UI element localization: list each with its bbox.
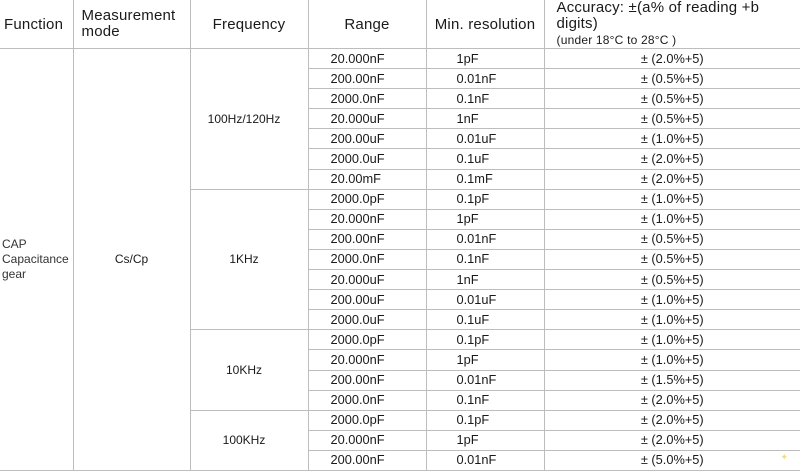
- header-accuracy-title: Accuracy: ±(a% of reading +b digits): [556, 0, 760, 32]
- watermark-icon: ✦: [780, 452, 788, 462]
- resolution-cell: 1pF: [426, 430, 544, 450]
- accuracy-cell: ± (2.0%+5): [544, 410, 800, 430]
- range-cell: 2000.0nF: [308, 249, 426, 269]
- range-cell: 200.00nF: [308, 370, 426, 390]
- resolution-cell: 0.1nF: [426, 249, 544, 269]
- accuracy-cell: ± (1.0%+5): [544, 350, 800, 370]
- header-frequency: Frequency: [190, 0, 308, 49]
- resolution-cell: 1nF: [426, 109, 544, 129]
- range-cell: 20.000nF: [308, 49, 426, 69]
- header-accuracy: [544, 0, 800, 49]
- measurement-mode-cell: Cs/Cp: [73, 49, 190, 471]
- range-cell: 200.00nF: [308, 450, 426, 470]
- range-cell: 20.000uF: [308, 109, 426, 129]
- accuracy-cell: ± (2.0%+5): [544, 49, 800, 69]
- accuracy-cell: ± (0.5%+5): [544, 249, 800, 269]
- range-cell: 2000.0nF: [308, 89, 426, 109]
- resolution-cell: 0.1uF: [426, 310, 544, 330]
- accuracy-cell: ± (1.0%+5): [544, 189, 800, 209]
- resolution-cell: 0.01nF: [426, 450, 544, 470]
- range-cell: 2000.0nF: [308, 390, 426, 410]
- resolution-cell: 0.01uF: [426, 290, 544, 310]
- resolution-cell: 0.1pF: [426, 410, 544, 430]
- accuracy-cell: ± (1.0%+5): [544, 310, 800, 330]
- accuracy-cell: ± (1.0%+5): [544, 290, 800, 310]
- range-cell: 2000.0pF: [308, 410, 426, 430]
- accuracy-cell: ± (1.0%+5): [544, 209, 800, 229]
- header-measurement-mode: Measurement mode: [73, 0, 190, 49]
- frequency-cell: 10KHz: [190, 330, 308, 410]
- resolution-cell: 0.01uF: [426, 129, 544, 149]
- accuracy-cell: ± (0.5%+5): [544, 109, 800, 129]
- resolution-cell: 0.1mF: [426, 169, 544, 189]
- resolution-cell: 0.1uF: [426, 149, 544, 169]
- accuracy-cell: ± (1.0%+5): [544, 330, 800, 350]
- accuracy-cell: ± (2.0%+5): [544, 430, 800, 450]
- frequency-cell: 100KHz: [190, 410, 308, 470]
- range-cell: 200.00uF: [308, 129, 426, 149]
- range-cell: 2000.0pF: [308, 330, 426, 350]
- resolution-cell: 0.01nF: [426, 370, 544, 390]
- resolution-cell: 0.1nF: [426, 89, 544, 109]
- accuracy-cell: ± (1.0%+5): [544, 129, 800, 149]
- resolution-cell: 1nF: [426, 270, 544, 290]
- range-cell: 2000.0uF: [308, 149, 426, 169]
- header-function: Function: [0, 0, 73, 49]
- accuracy-cell: ± (1.5%+5): [544, 370, 800, 390]
- frequency-cell: 1KHz: [190, 189, 308, 330]
- header-accuracy-note: (under 18°C to 28°C ): [556, 33, 677, 47]
- resolution-cell: 0.01nF: [426, 69, 544, 89]
- accuracy-cell: ± (2.0%+5): [544, 149, 800, 169]
- resolution-cell: 1pF: [426, 209, 544, 229]
- header-min-resolution: Min. resolution: [426, 0, 544, 49]
- range-cell: 20.00mF: [308, 169, 426, 189]
- accuracy-cell: ± (2.0%+5): [544, 390, 800, 410]
- resolution-cell: 0.1pF: [426, 189, 544, 209]
- accuracy-cell: ± (0.5%+5): [544, 69, 800, 89]
- resolution-cell: 0.1pF: [426, 330, 544, 350]
- table-body: [0, 49, 800, 471]
- range-cell: 200.00nF: [308, 69, 426, 89]
- range-cell: 20.000nF: [308, 350, 426, 370]
- accuracy-cell: ± (0.5%+5): [544, 89, 800, 109]
- range-cell: 200.00nF: [308, 229, 426, 249]
- accuracy-cell: ± (0.5%+5): [544, 229, 800, 249]
- range-cell: 20.000uF: [308, 270, 426, 290]
- accuracy-cell: ± (2.0%+5): [544, 169, 800, 189]
- frequency-cell: 100Hz/120Hz: [190, 49, 308, 190]
- header-row: [0, 0, 800, 49]
- accuracy-cell: ± (5.0%+5): [544, 450, 800, 470]
- accuracy-cell: ± (0.5%+5): [544, 270, 800, 290]
- function-cell: CAP Capacitance gear: [0, 49, 73, 471]
- range-cell: 200.00uF: [308, 290, 426, 310]
- range-cell: 2000.0uF: [308, 310, 426, 330]
- resolution-cell: 1pF: [426, 49, 544, 69]
- range-cell: 2000.0pF: [308, 189, 426, 209]
- resolution-cell: 0.01nF: [426, 229, 544, 249]
- range-cell: 20.000nF: [308, 209, 426, 229]
- resolution-cell: 1pF: [426, 350, 544, 370]
- header-range: Range: [308, 0, 426, 49]
- table-row: [0, 49, 800, 69]
- resolution-cell: 0.1nF: [426, 390, 544, 410]
- range-cell: 20.000nF: [308, 430, 426, 450]
